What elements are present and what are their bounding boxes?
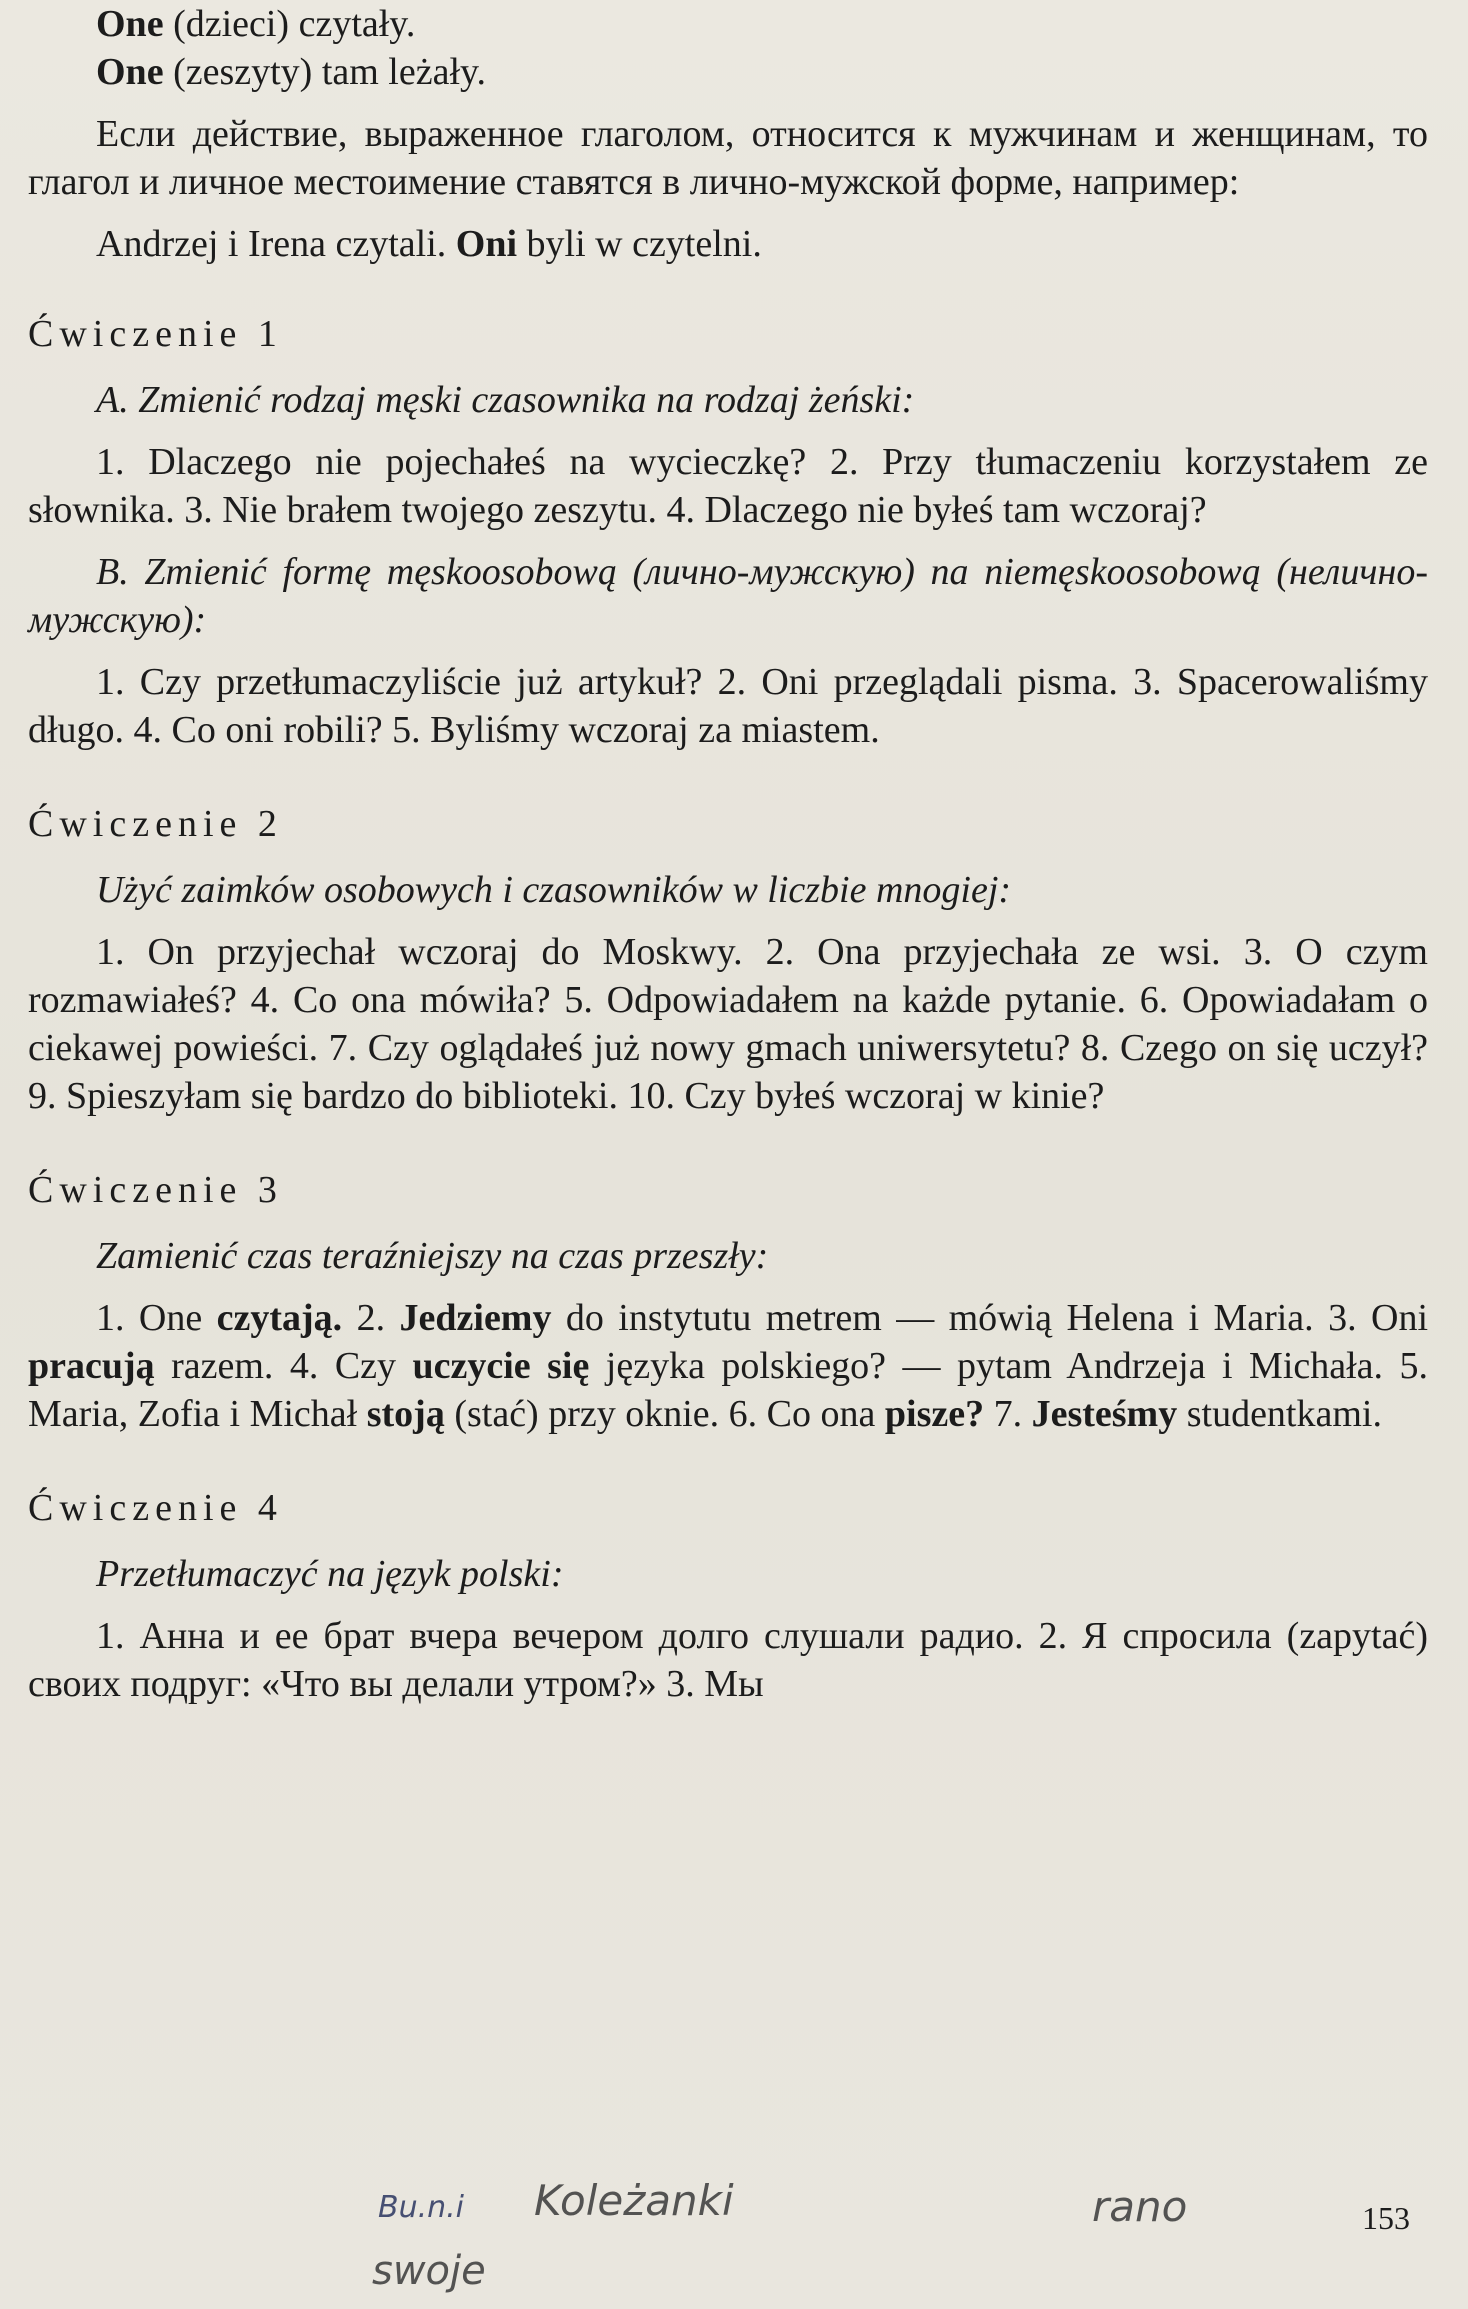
example-line-2	[28, 48, 1428, 96]
handwritten-note-3: swoje	[372, 2248, 486, 2294]
bold-word: Jesteśmy	[1031, 1393, 1178, 1435]
text-span: języka polskiego? — pytam Andrzeja i Michała. 5. Maria, Zofia i Michał	[28, 1345, 1428, 1435]
bold-word: pracują	[28, 1345, 155, 1387]
bold-word: Jedziemy	[399, 1297, 552, 1339]
exercise-3-title: Ćwiczenie 3	[28, 1169, 283, 1211]
example-sentence	[28, 220, 1428, 268]
exercise-2-text: 1. On przyjechał wczoraj do Moskwy. 2. Ona przyjechała ze wsi. 3. O czym rozmawiałeś? 4. Co ona mówiła? 5. Odpowiadałem na każde pytanie. 6. Opowiadałam o ciekawej powieści. 7. Czy oglądałeś już nowy gmach uniwersytetu? 8. Czego on się uczył? 9. Spieszyłam się bardzo do biblioteki. 10. Czy byłeś wczoraj w kinie?	[28, 931, 1428, 1117]
bold-word: stoją	[366, 1393, 445, 1435]
text-span: (stać) przy oknie. 6. Co ona	[444, 1393, 885, 1435]
exercise-1a-instruction: A. Zmienić rodzaj męski czasownika na rodzaj żeński:	[96, 379, 915, 421]
exercise-3-instruction: Zamienić czas teraźniejszy na czas przeszły:	[96, 1235, 769, 1277]
bold-word: czytają.	[216, 1297, 343, 1339]
page-number: 153	[1362, 2200, 1410, 2236]
bold-word: pisze?	[884, 1393, 985, 1435]
exercise-1b-text: 1. Czy przetłumaczyliście już artykuł? 2. Oni przeglądali pisma. 3. Spacerowaliśmy długo. 4. Co oni robili? 5. Byliśmy wczoraj za miastem.	[28, 661, 1428, 751]
bold-word: One	[96, 3, 164, 45]
text-span: byli w czytelni.	[517, 223, 762, 265]
text-span: razem. 4. Czy	[154, 1345, 413, 1387]
handwritten-note-2: Koleżanki	[534, 2176, 734, 2225]
exercise-1b-instruction: B. Zmienić formę męskoosobową (лично-мужскую) na niemęskoosobową (нелично-мужскую):	[28, 551, 1428, 641]
exercise-3-text	[28, 1294, 1428, 1438]
exercise-2-title: Ćwiczenie 2	[28, 803, 283, 845]
bold-word: uczycie się	[412, 1345, 590, 1387]
exercise-1a-text: 1. Dlaczego nie pojechałeś na wycieczkę? 2. Przy tłumaczeniu korzystałem ze słownika. 3. Nie brałem twojego zeszytu. 4. Dlaczego nie byłeś tam wczoraj?	[28, 441, 1428, 531]
handwritten-note-1: Bu.n.i	[378, 2190, 465, 2225]
exercise-4-text: 1. Анна и ее брат вчера вечером долго слушали радио. 2. Я спросила (zapytać) своих подруг: «Что вы делали утром?» 3. Мы	[28, 1615, 1428, 1705]
text-span: (zeszyty) tam leżały.	[163, 51, 487, 93]
bold-word: One	[96, 51, 164, 93]
exercise-2-instruction: Użyć zaimków osobowych i czasowników w liczbie mnogiej:	[96, 869, 1012, 911]
text-span: 2.	[342, 1297, 400, 1339]
exercise-4-instruction: Przetłumaczyć na język polski:	[96, 1553, 564, 1595]
text-span: do instytutu metrem — mówią Helena i Maria. 3. Oni	[551, 1297, 1428, 1339]
exercise-4-title: Ćwiczenie 4	[28, 1487, 283, 1529]
text-span: (dzieci) czytały.	[163, 3, 416, 45]
text-span: 1. One	[96, 1297, 217, 1339]
handwritten-note-4: rano	[1092, 2182, 1188, 2231]
bold-word: Oni	[455, 223, 518, 265]
example-line-1	[28, 0, 1428, 48]
text-span: studentkami.	[1177, 1393, 1382, 1435]
text-span: 7.	[984, 1393, 1032, 1435]
exercise-1-title: Ćwiczenie 1	[28, 313, 283, 355]
rule-paragraph: Если действие, выраженное глаголом, относится к мужчинам и женщинам, то глагол и личное местоимение ставятся в лично-мужской форме, например:	[28, 113, 1428, 203]
text-span: Andrzej i Irena czytali.	[96, 223, 456, 265]
page-content	[28, 0, 1428, 1708]
